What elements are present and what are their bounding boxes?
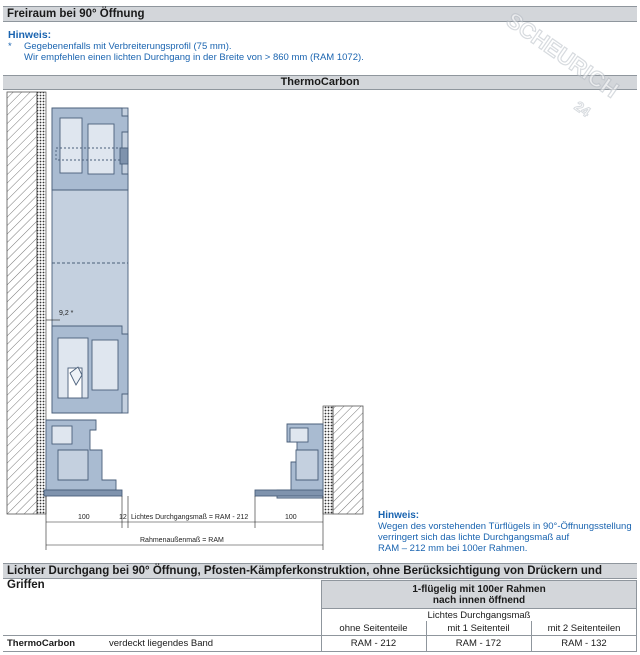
table-group-header-line1: 1-flügelig mit 100er Rahmen <box>412 584 546 595</box>
hinweis-top-title: Hinweis: <box>8 29 52 41</box>
table-row-product: ThermoCarbon <box>7 638 76 649</box>
dim-left: 100 <box>78 514 90 521</box>
hinweis-right-line2: verringert sich das lichte Durchgangsmaß auf <box>378 532 570 543</box>
table-group-header-line2: nach innen öffnend <box>432 595 526 606</box>
table-title: Lichter Durchgang bei 90° Öffnung, Pfosten-Kämpferkonstruktion, ohne Berücksichtigung von Drückern und Griffen <box>7 565 602 591</box>
watermark-number: 24 <box>571 97 594 120</box>
dim-total: Rahmenaußenmaß = RAM <box>140 537 224 544</box>
dim-small: 12 <box>119 514 127 521</box>
table-col-2: mit 2 Seitenteilen <box>547 623 621 634</box>
table-subheader: Lichtes Durchgangsmaß <box>427 610 531 621</box>
hinweis-right-title: Hinweis: <box>378 510 420 521</box>
right-wall <box>323 406 363 514</box>
right-frame-profile <box>255 424 323 498</box>
table-row-hinge: verdeckt liegendes Band <box>109 638 214 649</box>
left-wall <box>7 92 46 514</box>
section-header-title: Freiraum bei 90° Öffnung <box>7 8 145 20</box>
scheurich-watermark <box>470 0 640 130</box>
dim-center: Lichtes Durchgangsmaß = RAM - 212 <box>131 514 249 521</box>
thermocarbon-title: ThermoCarbon <box>280 76 360 88</box>
hinweis-top <box>8 30 364 63</box>
door-leaf <box>52 108 128 413</box>
hinweis-right-line3: RAM – 212 mm bei 100er Rahmen. <box>378 543 528 554</box>
hinweis-bullet: * <box>8 41 12 52</box>
table-col-1: mit 1 Seitenteil <box>447 623 510 634</box>
left-frame-profile <box>44 420 122 496</box>
hinweis-right <box>378 510 638 554</box>
table-group-header <box>321 580 637 609</box>
door-section-drawing <box>0 88 640 563</box>
table-cell-1: RAM - 172 <box>455 638 502 649</box>
watermark-text: SCHEURICH <box>501 7 624 103</box>
dim-gap-label: 9,2 * <box>59 310 74 317</box>
table-col-0: ohne Seitenteile <box>339 623 408 634</box>
dim-right: 100 <box>285 514 297 521</box>
hinweis-top-line1: Gegebenenfalls mit Verbreiterungsprofil (75 mm). <box>24 41 232 52</box>
hinweis-top-line2: Wir empfehlen einen lichten Durchgang in der Breite von > 860 mm (RAM 1072). <box>24 52 364 63</box>
table-cell-2: RAM - 132 <box>561 638 607 649</box>
table-cell-0: RAM - 212 <box>350 638 397 649</box>
hinweis-right-line1: Wegen des vorstehenden Türflügels in 90°-Öffnungsstellung <box>378 521 632 532</box>
